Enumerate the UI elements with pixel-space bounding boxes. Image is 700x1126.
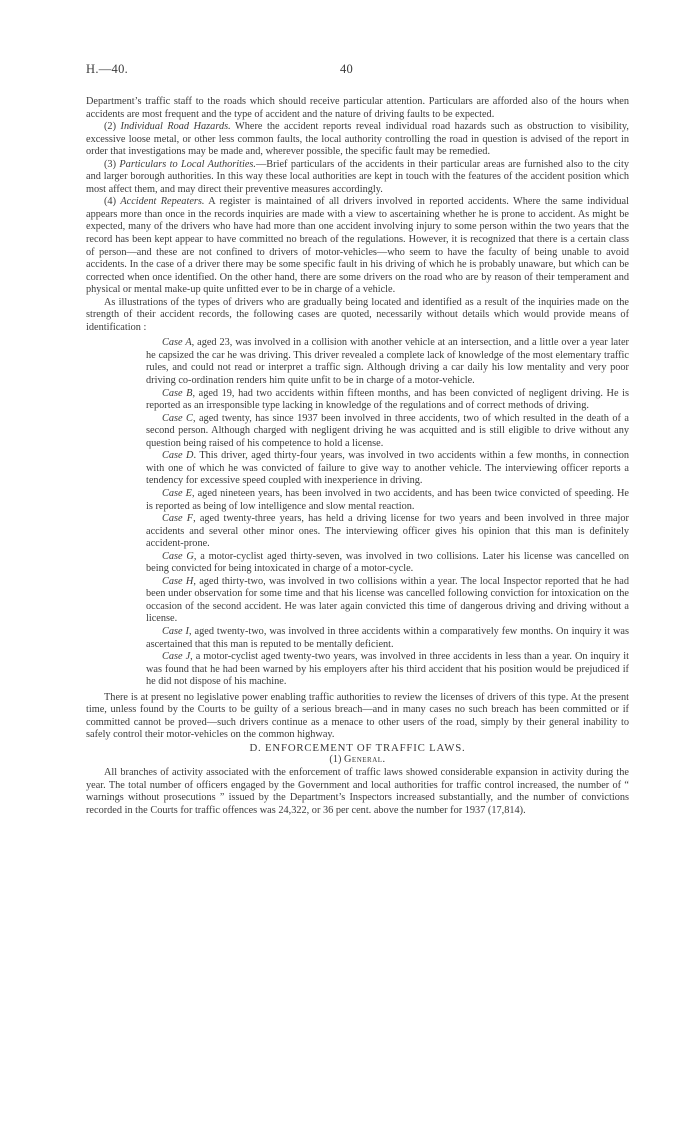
case-item [146, 651, 629, 689]
item-particulars-local-authorities [86, 159, 629, 197]
case-label: Case J [162, 651, 191, 663]
page-header [86, 62, 629, 78]
case-list [146, 337, 629, 688]
legislative-paragraph: There is at present no legislative power enabling traffic authorities to review the licenses of drivers of this type. At the present time, unless found by the Courts to be guilty of a serious breach—and in many cases no such breach has been committed or if committed cannot be proved—such drivers continue as a menace to other users of the road, simply by their general inability to safely control their motor-vehicles on the common highway. [86, 691, 629, 741]
case-text: , aged 19, had two accidents within fifteen months, and has been convicted of negligent driving. He is reported as an irresponsible type lacking in knowledge of the regulations and of correct methods of driving. [146, 387, 629, 412]
case-label: Case A [162, 337, 192, 349]
item-text: Where the accident reports reveal individual road hazards such as obstruction to visibility, excessive loose metal, or other less common faults, the local authority controlling the road in question is advised of the report in order that investigations may be made and, wherever possible, the specific fault may be remedied. [86, 121, 629, 158]
report-reference: H.—40. [86, 62, 129, 76]
section-heading: D. ENFORCEMENT OF TRAFFIC LAWS. [249, 741, 466, 754]
case-item [146, 626, 629, 651]
item-text: A register is maintained of all drivers involved in reported accidents. Where the same individual appears more than once in the records inquiries are made with a view to ascertaining whether he is prone to accident. As might be expected, many of the drivers who have had more than one accident involving injury to some person within the two years that the record has been kept appear to have committed no breach of the regulations. However, it is recognized that there is a certain class of person—and these are not confined to drivers of motor-vehicles—who seem to have the faculty of being unable to avoid accidents. In the case of a driver there may be some specific fault in his driving of which he is probably unaware, but which can be corrected when once identified. On the other hand, there are some drivers on the road who are by reason of their temperament and physical or mental make-up quite unfitted ever to be in charge of a vehicle. [86, 196, 629, 296]
case-text: , aged thirty-two, was involved in two collisions within a year. The local Inspector reported that he had been under observation for some time and that his license was cancelled following conviction for intoxication on the occasion of the second accident. He was later again convicted this time of dangerous driving and driving without a license. [146, 575, 630, 625]
subsection-title: General. [343, 754, 386, 766]
case-label: Case G [162, 550, 194, 562]
case-text: , aged twenty-two, was involved in three accidents within a comparatively few months. On inquiry it was ascertained that this man is reputed to be mentally deficient. [146, 625, 629, 650]
case-item [146, 576, 629, 626]
case-text: . This driver, aged thirty-four years, was involved in two accidents within a few months, in connection with one of which he was convicted of failure to give way to another vehicle. The interviewing officer reports a tendency for excessive speed coupled with inexperience in driving. [146, 450, 629, 487]
item-number: (2) [104, 121, 121, 133]
case-item [146, 513, 629, 551]
case-text: , aged twenty-three years, has held a driving license for two years and been involved in three major accidents and several other minor ones. The interviewing officer gives his opinion that this man is definitely accident-prone. [146, 513, 629, 550]
item-accident-repeaters [86, 196, 629, 296]
case-item [146, 337, 629, 387]
case-label: Case D [162, 450, 194, 462]
page-number: 40 [340, 62, 354, 76]
case-text: , a motor-cyclist aged thirty-seven, was involved in two collisions. Later his license was cancelled on being convicted for being intoxicated in charge of a motor-cycle. [146, 550, 630, 575]
case-item [146, 551, 629, 576]
case-label: Case H [162, 575, 194, 587]
item-number: (4) [104, 196, 121, 208]
illustrations-paragraph: As illustrations of the types of drivers who are gradually being located and identified as a result of the inquiries made on the strength of their accident records, the following cases are quoted, necessarily without details which would provide means of identification : [86, 296, 629, 333]
item-title: Particulars to Local Authorities. [119, 158, 256, 170]
intro-paragraph: Department’s traffic staff to the roads which should receive particular attention. Particulars are afforded also of the hours when accidents are most frequent and the type of accident and the nature of driving faults to be expected. [86, 96, 629, 120]
case-label: Case E [162, 487, 192, 499]
item-individual-road-hazards [86, 121, 629, 159]
case-item [146, 388, 629, 413]
item-text: —Brief particulars of the accidents in their particular areas are furnished also to the city and larger borough authorities. In this way these local authorities are kept in touch with the features of the accident position which most affect them, and may direct their preventive measures accordingly. [86, 158, 629, 195]
item-title: Individual Road Hazards. [120, 121, 231, 133]
case-item [146, 450, 629, 488]
case-item [146, 488, 629, 513]
case-text: , aged nineteen years, has been involved in two accidents, and has been twice convicted of speeding. He is reported as being of low intelligence and slow mental reaction. [146, 487, 629, 512]
item-number: (3) [104, 158, 120, 170]
case-text: , a motor-cyclist aged twenty-two years, was involved in three accidents in less than a year. On inquiry it was found that he had been warned by his employers after his third accident that his position would be prejudiced if he did not dispose of his machine. [146, 651, 629, 688]
case-label: Case B [162, 387, 193, 399]
page-body [86, 96, 629, 817]
case-label: Case C [162, 412, 193, 424]
case-label: Case F [162, 513, 194, 525]
subsection-heading [86, 754, 629, 767]
case-item [146, 413, 629, 451]
enforcement-paragraph: All branches of activity associated with the enforcement of traffic laws showed considerable expansion in activity during the year. The total number of officers engaged by the Government and local authorities for traffic control increased, the number of “ warnings without prosecutions ” issued by the Department’s Inspectors increased substantially, and the number of convictions recorded in the Courts for traffic offences was 24,322, or 36 per cent. above the number for 1937 (17,814). [86, 766, 629, 816]
case-label: Case I [162, 625, 189, 637]
case-text: , aged twenty, has since 1937 been involved in three accidents, two of which resulted in the death of a second person. Although charged with negligent driving he was acquitted and is still eligible to drive without any question being raised of his competence to hold a license. [146, 412, 629, 449]
subsection-number: (1) [329, 754, 344, 766]
case-text: , aged 23, was involved in a collision with another vehicle at an intersection, and a little over a year later he capsized the car he was driving. This driver revealed a complete lack of knowledge of the most elementary traffic rules, and could not read or interpret a traffic sign. Although driving a car daily his low mentality and very poor driving co-ordination renders him quite unfit to be in charge of a motor-vehicle. [146, 337, 629, 387]
item-title: Accident Repeaters. [120, 196, 205, 208]
